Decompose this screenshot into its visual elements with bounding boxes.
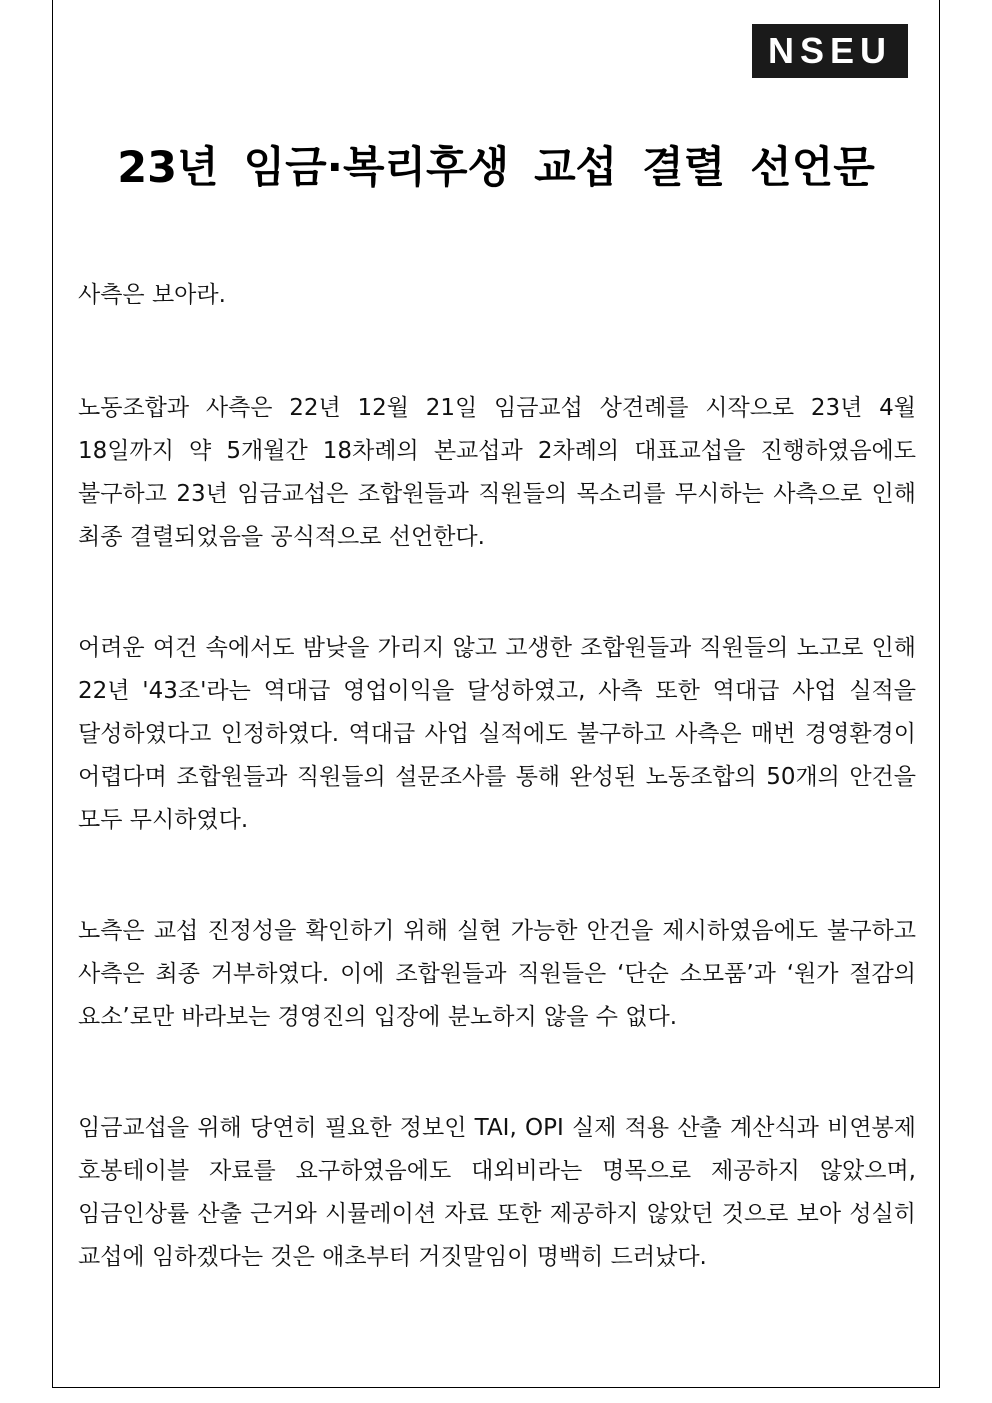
- nseu-logo: NSEU: [752, 24, 908, 78]
- page-title: 23년 임금·복리후생 교섭 결렬 선언문: [117, 143, 875, 193]
- paragraph-union-proposal: 노측은 교섭 진정성을 확인하기 위해 실현 가능한 안건을 제시하였음에도 불구하고 사측은 최종 거부하였다. 이에 조합원들과 직원들은 ‘단순 소모품’과 ‘원가 절감의 요소’로만 바라보는 경영진의 입장에 분노하지 않을 수 없다.: [78, 918, 916, 1030]
- document-body: [78, 274, 916, 1279]
- paragraph-information-request: 임금교섭을 위해 당연히 필요한 정보인 TAI, OPI 실제 적용 산출 계산식과 비연봉제 호봉테이블 자료를 요구하였음에도 대외비라는 명목으로 제공하지 않았으며, 임금인상률 산출 근거와 시뮬레이션 자료 또한 제공하지 않았던 것으로 보아 성실히 교섭에 임하겠다는 것은 애초부터 거짓말임이 명백히 드러났다.: [78, 1115, 916, 1270]
- paragraph-negotiation-history: 노동조합과 사측은 22년 12월 21일 임금교섭 상견례를 시작으로 23년 4월 18일까지 약 5개월간 18차례의 본교섭과 2차례의 대표교섭을 진행하였음에도 불구하고 23년 임금교섭은 조합원들과 직원들의 목소리를 무시하는 사측으로 인해 최종 결렬되었음을 공식적으로 선언한다.: [78, 395, 916, 550]
- paragraph-performance: 어려운 여건 속에서도 밤낮을 가리지 않고 고생한 조합원들과 직원들의 노고로 인해 22년 '43조'라는 역대급 영업이익을 달성하였고, 사측 또한 역대급 사업 실적을 달성하였다고 인정하였다. 역대급 사업 실적에도 불구하고 사측은 매번 경영환경이 어렵다며 조합원들과 직원들의 설문조사를 통해 완성된 노동조합의 50개의 안건을 모두 무시하였다.: [78, 635, 916, 833]
- paragraph-greeting: 사측은 보아라.: [78, 282, 226, 308]
